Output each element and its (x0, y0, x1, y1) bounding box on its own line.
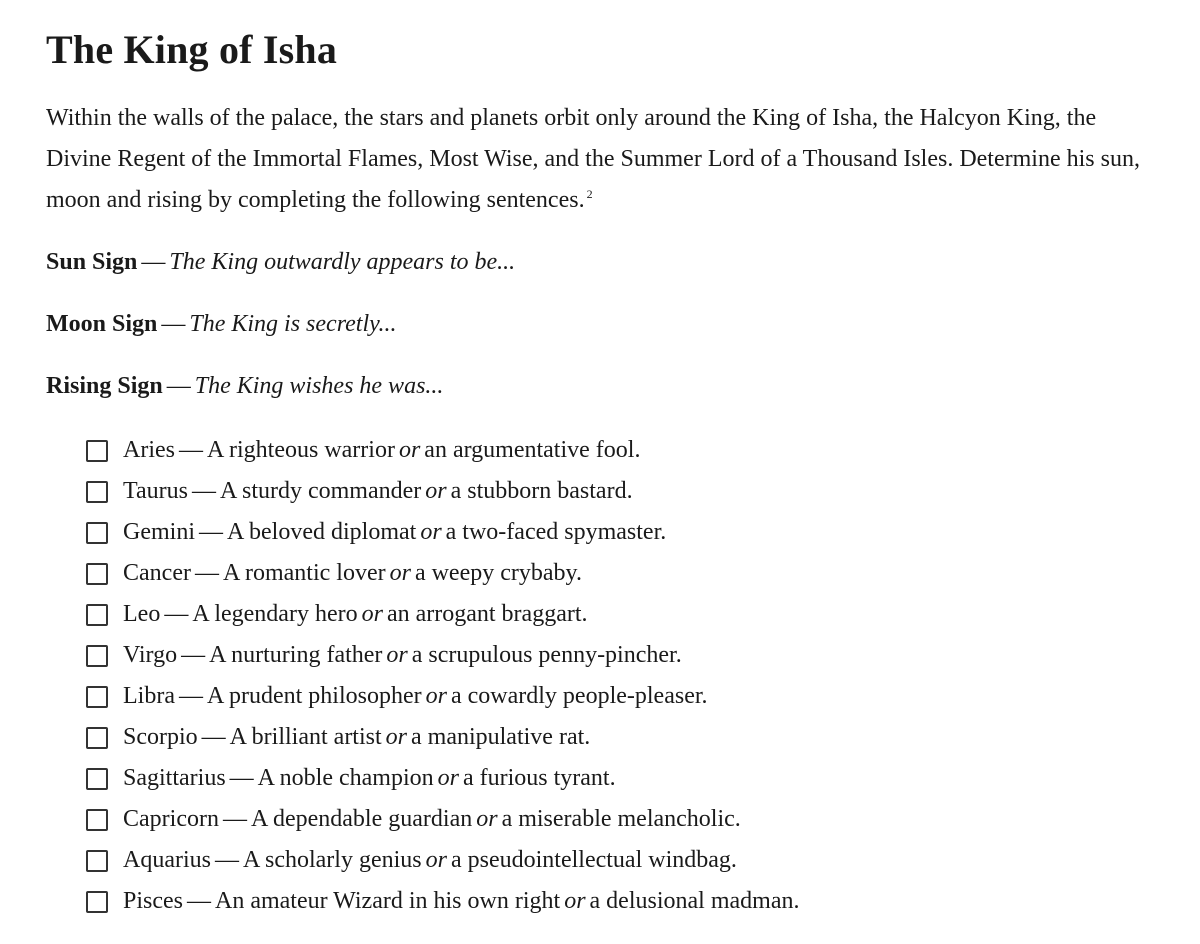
sun-sign-label: Sun Sign (46, 249, 138, 275)
checkbox-sagittarius[interactable] (86, 768, 108, 790)
zodiac-sign-name: Libra (123, 683, 175, 709)
checkbox-scorpio[interactable] (86, 727, 108, 749)
positive-trait: A scholarly genius (242, 847, 422, 873)
or-word: or (389, 560, 411, 586)
checkbox-virgo[interactable] (86, 645, 108, 667)
item-dash: — (178, 683, 203, 709)
positive-trait: A legendary hero (192, 601, 358, 627)
or-word: or (425, 478, 447, 504)
zodiac-sign-name: Pisces (123, 888, 183, 914)
moon-sign-line (46, 308, 396, 340)
intro-paragraph (46, 98, 1156, 221)
negative-trait: a scrupulous penny-pincher. (411, 642, 682, 668)
zodiac-sign-name: Cancer (123, 560, 191, 586)
checklist-item-gemini[interactable] (86, 512, 799, 553)
zodiac-sign-name: Sagittarius (123, 765, 226, 791)
item-dash: — (164, 601, 189, 627)
checkbox-capricorn[interactable] (86, 809, 108, 831)
checklist-item-sagittarius[interactable] (86, 758, 799, 799)
rising-sign-label: Rising Sign (46, 373, 163, 399)
item-dash: — (194, 560, 219, 586)
zodiac-sign-name: Aquarius (123, 847, 211, 873)
checkbox-cancer[interactable] (86, 563, 108, 585)
zodiac-sign-name: Gemini (123, 519, 195, 545)
negative-trait: a cowardly people-pleaser. (450, 683, 708, 709)
checklist-item-aquarius[interactable] (86, 840, 799, 881)
checklist-item-virgo[interactable] (86, 635, 799, 676)
negative-trait: a furious tyrant. (462, 765, 616, 791)
zodiac-sign-name: Capricorn (123, 806, 219, 832)
checklist-item-pisces[interactable] (86, 881, 799, 922)
zodiac-sign-name: Taurus (123, 478, 188, 504)
negative-trait: an arrogant braggart. (386, 601, 588, 627)
sun-sign-line (46, 246, 515, 278)
positive-trait: A romantic lover (222, 560, 386, 586)
checkbox-leo[interactable] (86, 604, 108, 626)
checklist-item-capricorn[interactable] (86, 799, 799, 840)
or-word: or (425, 683, 447, 709)
sun-sign-dash: — (141, 249, 166, 275)
positive-trait: A nurturing father (209, 642, 383, 668)
positive-trait: A noble champion (257, 765, 434, 791)
moon-sign-prompt: The King is secretly... (189, 311, 397, 337)
zodiac-sign-name: Scorpio (123, 724, 198, 750)
negative-trait: an argumentative fool. (424, 437, 641, 463)
or-word: or (437, 765, 459, 791)
or-word: or (386, 642, 408, 668)
zodiac-sign-name: Aries (123, 437, 175, 463)
negative-trait: a stubborn bastard. (450, 478, 633, 504)
sun-sign-prompt: The King outwardly appears to be... (169, 249, 516, 275)
checklist-item-leo[interactable] (86, 594, 799, 635)
checklist-item-scorpio[interactable] (86, 717, 799, 758)
negative-trait: a two-faced spymaster. (445, 519, 667, 545)
item-dash: — (191, 478, 216, 504)
positive-trait: An amateur Wizard in his own right (215, 888, 561, 914)
negative-trait: a manipulative rat. (411, 724, 591, 750)
or-word: or (564, 888, 586, 914)
or-word: or (361, 601, 383, 627)
checklist-item-libra[interactable] (86, 676, 799, 717)
or-word: or (476, 806, 498, 832)
rising-sign-line (46, 370, 443, 402)
intro-text: Within the walls of the palace, the stars and planets orbit only around the King of Isha, the Halcyon King, the Divine Regent of the Immortal Flames, Most Wise, and the Summer Lord of a Thousand Isles. Determine his sun, moon and rising by completing the following sentences. (46, 105, 1140, 213)
item-dash: — (214, 847, 239, 873)
or-word: or (385, 724, 407, 750)
item-dash: — (201, 724, 226, 750)
positive-trait: A beloved diplomat (227, 519, 417, 545)
checkbox-taurus[interactable] (86, 481, 108, 503)
item-dash: — (222, 806, 247, 832)
or-word: or (425, 847, 447, 873)
positive-trait: A prudent philosopher (206, 683, 422, 709)
item-dash: — (187, 888, 211, 914)
page-title: The King of Isha (46, 27, 338, 72)
checkbox-aquarius[interactable] (86, 850, 108, 872)
zodiac-checklist (86, 430, 799, 922)
item-dash: — (178, 437, 203, 463)
rising-sign-dash: — (166, 373, 191, 399)
positive-trait: A righteous warrior (206, 437, 395, 463)
negative-trait: a weepy crybaby. (414, 560, 582, 586)
checkbox-gemini[interactable] (86, 522, 108, 544)
positive-trait: A dependable guardian (250, 806, 473, 832)
or-word: or (420, 519, 442, 545)
zodiac-sign-name: Leo (123, 601, 161, 627)
checklist-item-cancer[interactable] (86, 553, 799, 594)
checklist-item-aries[interactable] (86, 430, 799, 471)
negative-trait: a pseudointellectual windbag. (450, 847, 737, 873)
item-dash: — (199, 519, 223, 545)
negative-trait: a miserable melancholic. (501, 806, 741, 832)
negative-trait: a delusional madman. (589, 888, 800, 914)
item-dash: — (181, 642, 206, 668)
positive-trait: A sturdy commander (219, 478, 422, 504)
checkbox-aries[interactable] (86, 440, 108, 462)
rising-sign-prompt: The King wishes he was... (194, 373, 444, 399)
item-dash: — (229, 765, 254, 791)
checkbox-libra[interactable] (86, 686, 108, 708)
or-word: or (398, 437, 421, 463)
moon-sign-label: Moon Sign (46, 311, 158, 337)
checklist-item-taurus[interactable] (86, 471, 799, 512)
positive-trait: A brilliant artist (229, 724, 382, 750)
moon-sign-dash: — (161, 311, 186, 337)
footnote-marker[interactable]: 2 (586, 187, 593, 201)
zodiac-sign-name: Virgo (123, 642, 178, 668)
checkbox-pisces[interactable] (86, 891, 108, 913)
